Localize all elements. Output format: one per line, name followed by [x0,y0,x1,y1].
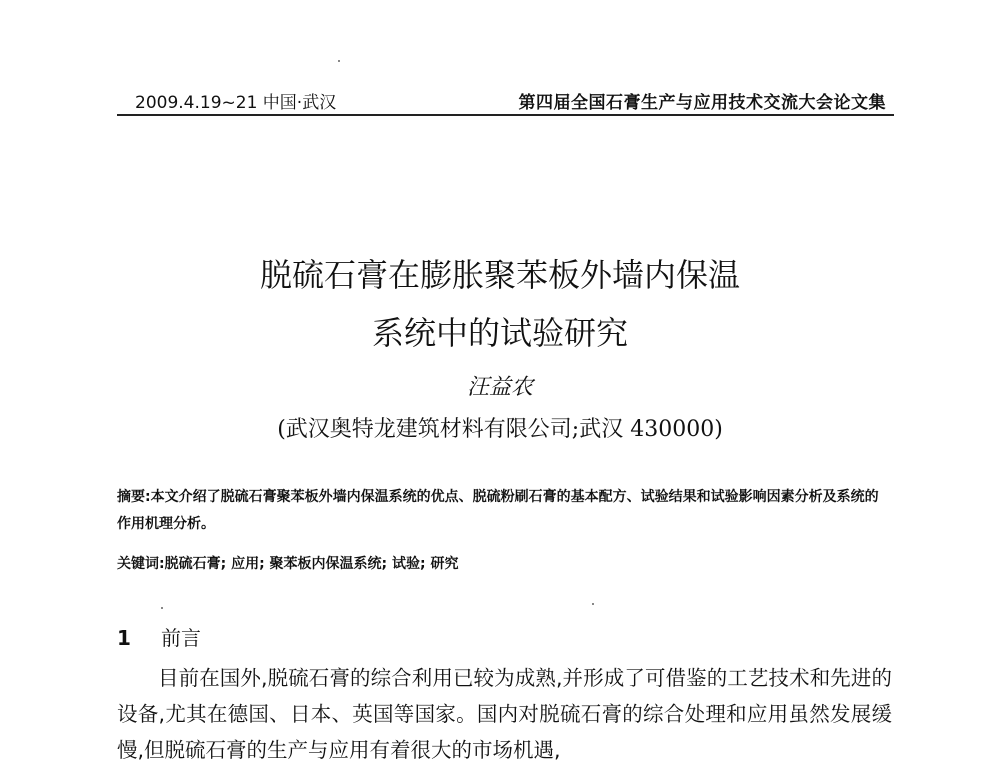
running-header [117,88,894,116]
section-heading [117,622,201,651]
body-text [117,660,892,768]
section-number: 1 [117,626,131,650]
paper-title-line-2: 系统中的试验研究 [371,314,628,352]
paper-title-line-1: 脱硫石膏在膨胀聚苯板外墙内保温 [259,256,740,294]
header-date-location: 2009.4.19~21 中国·武汉 [135,93,337,113]
scan-speck [338,60,340,62]
author-name: 汪益农 [466,375,533,400]
body-paragraph: 目前在国外,脱硫石膏的综合利用已较为成熟,并形成了可借鉴的工艺技术和先进的设备,尤其在德国、日本、英国等国家。国内对脱硫石膏的综合处理和应用虽然发展缓慢,但脱硫石膏的生产与应用有着很大的市场机遇, [117,666,892,762]
section-title: 前言 [161,626,201,650]
header-proceedings-title: 第四届全国石膏生产与应用技术交流大会论文集 [518,93,886,113]
author-affiliation: (武汉奥特龙建筑材料有限公司;武汉 430000) [277,417,723,442]
abstract: 摘要:本文介绍了脱硫石膏聚苯板外墙内保温系统的优点、脱硫粉刷石膏的基本配方、试验结果和试验影响因素分析及系统的作用机理分析。 [117,489,879,532]
scan-speck [161,607,163,609]
scan-speck [592,603,594,605]
keywords: 关键词:脱硫石膏; 应用; 聚苯板内保温系统; 试验; 研究 [117,556,459,572]
